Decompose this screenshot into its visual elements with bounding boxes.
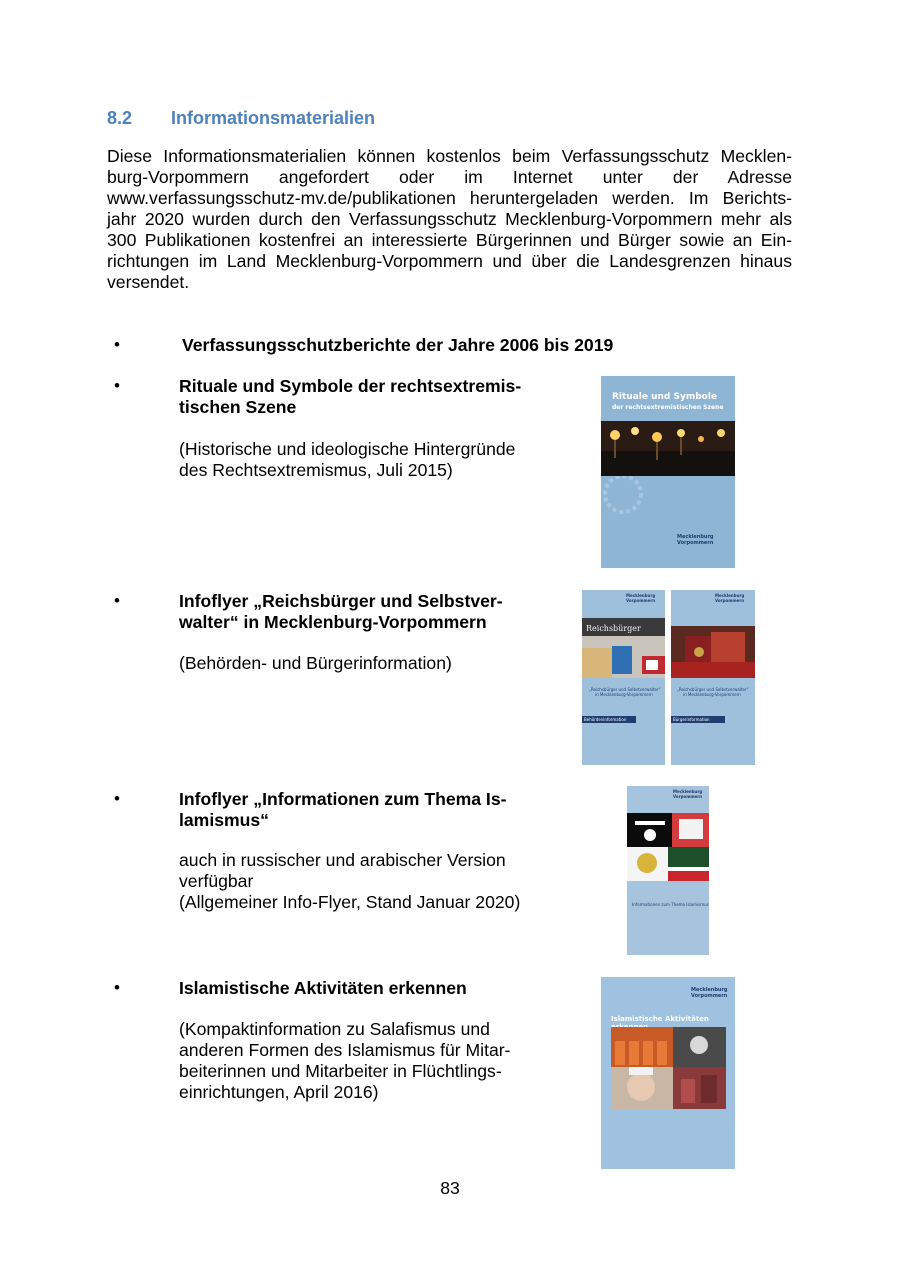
item-description-line: (Behörden- und Bürgerinformation) (179, 653, 452, 673)
cover-title: Rituale und Symbole (612, 392, 718, 402)
item-title (179, 789, 506, 831)
intro-line: Diese Informationsmaterialien können kostenlos beim Verfassungsschutz Mecklen- (107, 146, 792, 166)
section-title: Informationsmaterialien (171, 108, 376, 128)
bullet-marker: • (114, 591, 120, 610)
item-description-line: (Allgemeiner Info-Flyer, Stand Januar 2020) (179, 892, 521, 912)
cover-subtitle: „Reichsbürger und Selbstverwalter“ in Mecklenburg-Vorpommern (677, 687, 749, 697)
reichsbuerger-lettering: Reichsbürger (586, 624, 641, 633)
item-title (179, 591, 503, 633)
intro-line: richtungen im Land Mecklenburg-Vorpommern und über die Landesgrenzen hinaus (107, 251, 792, 271)
torch-march-photo (601, 421, 735, 476)
cover-tag: Behördeninformation (582, 716, 636, 723)
cover-caption: Informationen zum Thema Islamismus (632, 902, 709, 907)
item-description (179, 850, 520, 913)
intro-line: versendet. (107, 272, 190, 292)
item-description-line: (Historische und ideologische Hintergründe (179, 439, 516, 459)
cover-logo: Mecklenburg Vorpommern (673, 789, 703, 799)
bullet-marker: • (114, 789, 120, 808)
cover-islamismus-flyer (627, 786, 709, 955)
cover-tag: Bürgerinformation (671, 716, 725, 723)
passport-photo (671, 626, 755, 678)
item-description (179, 1019, 510, 1103)
item-title-line: Infoflyer „Informationen zum Thema Is- (179, 789, 507, 809)
item-description-line: (Kompaktinformation zu Salafismus und (179, 1019, 490, 1039)
intro-line: www.verfassungsschutz-mv.de/publikationen heruntergeladen werden. Im Berichts- (107, 188, 792, 208)
item-description (179, 653, 452, 674)
item-description-line: verfügbar (179, 871, 254, 891)
item-description-line: des Rechtsextremismus, Juli 2015) (179, 460, 453, 480)
bullet-marker: • (114, 335, 120, 354)
item-description-line: beiterinnen und Mitarbeiter in Flüchtlings- (179, 1061, 502, 1081)
intro-paragraph (107, 146, 792, 293)
cover-reichsbuerger-buerger (671, 590, 755, 765)
item-title (179, 376, 521, 418)
item-title-line: tischen Szene (179, 397, 297, 417)
section-heading (107, 108, 375, 129)
item-title-line: Infoflyer „Reichsbürger und Selbstver- (179, 591, 503, 611)
intro-line: burg-Vorpommern angefordert oder im Internet unter der Adresse (107, 167, 792, 187)
item-title: Verfassungsschutzberichte der Jahre 2006 bis 2019 (182, 335, 614, 355)
cover-title: Islamistische Aktivitäten (611, 1015, 709, 1023)
bullet-marker: • (114, 978, 120, 997)
cover-rituale-symbole (601, 376, 735, 568)
cover-logo: Mecklenburg Vorpommern (691, 987, 728, 999)
item-description (179, 439, 515, 481)
cover-logo: Mecklenburg Vorpommern (626, 593, 656, 603)
section-number: 8.2 (107, 108, 133, 128)
cover-reichsbuerger-behoerden (582, 590, 665, 765)
cover-logo: Mecklenburg Vorpommern (677, 534, 714, 546)
cover-subtitle: „Reichsbürger und Selbstverwalter“ in Mecklenburg-Vorpommern (589, 687, 661, 697)
cover-islamistische-aktivitaeten (601, 977, 735, 1169)
emblem-watermark (601, 476, 661, 526)
intro-line: 300 Publikationen kostenfrei an interessierte Bürgerinnen und Bürger sowie an Ein- (107, 230, 792, 250)
item-title-line: lamismus“ (179, 810, 269, 830)
intro-line: jahr 2020 wurden durch den Verfassungsschutz Mecklenburg-Vorpommern mehr als (107, 209, 792, 229)
item-description-line: anderen Formen des Islamismus für Mitar- (179, 1040, 511, 1060)
page-number: 83 (440, 1178, 460, 1198)
cover-footnote (609, 1141, 610, 1146)
activities-photo-collage (611, 1027, 726, 1109)
item-description-line: einrichtungen, April 2016) (179, 1082, 379, 1102)
cover-logo: Mecklenburg Vorpommern (715, 593, 745, 603)
item-title-line: walter“ in Mecklenburg-Vorpommern (179, 612, 487, 632)
bullet-marker: • (114, 376, 120, 395)
flags-collage (627, 813, 709, 881)
item-title-line: Rituale und Symbole der rechtsextremis- (179, 376, 522, 396)
cover-subtitle: der rechtsextremistischen Szene (612, 404, 724, 411)
item-title: Islamistische Aktivitäten erkennen (179, 978, 467, 998)
item-description-line: auch in russischer und arabischer Version (179, 850, 506, 870)
